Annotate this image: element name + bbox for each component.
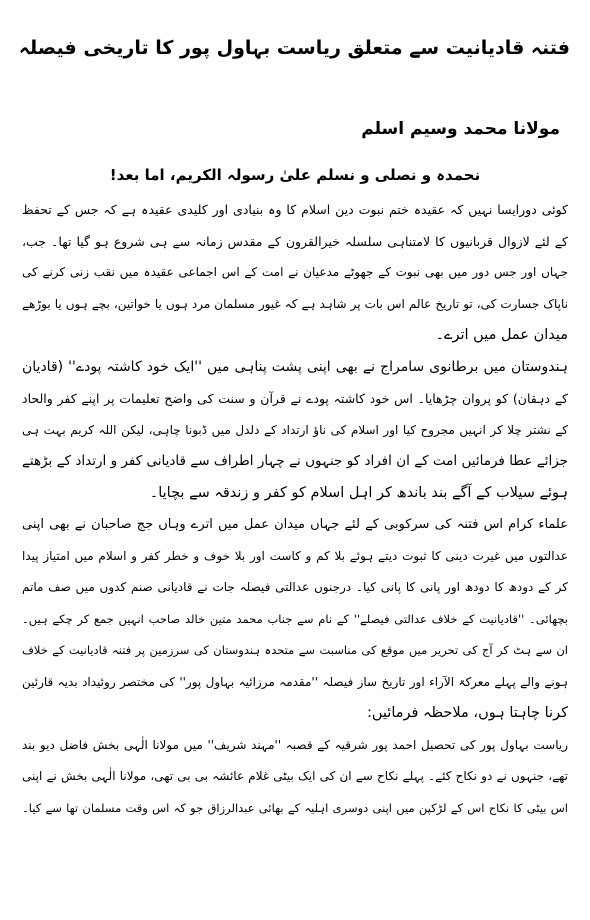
body-line: جہاں اور جس دور میں بھی نبوت کے جھوٹے مدعیان نے امت کے اس اجماعی عقیدہ میں نقب زنی کرنے کی (22, 265, 568, 279)
body-line: علماء کرام اس فتنہ کی سرکوبی کے لئے جہاں میدان عمل میں اترے وہاں جج صاحبان نے بھی اپنی (22, 517, 568, 532)
author-name: مولانا محمد وسیم اسلم (361, 119, 560, 139)
body-line: ہونے والے پہلے معرکۃ الآراء اور تاریخ ساز فیصلہ ''مقدمہ مرزائیہ بہاول پور'' کی مختصر روئیداد بدیہ قارئین (22, 674, 568, 689)
body-line: میدان عمل میں اترے۔ (435, 327, 568, 343)
body-line: ناپاک جسارت کی، تو تاریخ عالم اس بات پر شاہد ہے کہ غیور مسلمان مرد ہوں یا خواتین، بچے ہوں یا بوڑھے (22, 296, 568, 311)
body-line: عدالتوں میں غیرت دینی کا ثبوت دیتے ہوئے بلا کم و کاست اور بلا خوف و خطر کفر و اسلام میں امتیاز پیدا (22, 548, 568, 563)
article-title: فتنہ قادیانیت سے متعلق ریاست بہاول پور کا تاریخی فیصلہ (18, 37, 570, 59)
body-line: بچھائی۔ ''قادیانیت کے خلاف عدالتی فیصلے'' کے نام سے جناب محمد متین خالد صاحب انہیں جمع کر چکے ہیں۔ (22, 611, 568, 626)
body-line: کے لئے لازوال قربانیوں کا لامتناہی سلسلہ خیرالقرون کے مقدس زمانہ سے ہی شروع ہو گیا تھا۔ جب، (22, 233, 568, 249)
body-line: کے نشتر چلا کر انہیں مجروح کیا اور اسلام کی ناؤ ارتداد کے دلدل میں ڈبونا چاہی، لیکن اللہ کریم بہت ہی (22, 422, 568, 437)
body-line: اس بیٹی کا نکاح اس کے لڑکپن میں اپنی دوسری اہلیہ کے بھائی عبدالرزاق جو کہ اس وقت مسلمان تھا سے کیا۔ (22, 800, 568, 815)
article-body (22, 194, 568, 824)
body-line: کر کے دودھ کا دودھ اور پانی کا پانی کیا۔ درجنوں عدالتی فیصلہ جات نے قادیانی صنم کدوں میں صف ماتم (22, 580, 568, 594)
body-line: ہوئے سیلاب کے آگے بند باندھ کر اہل اسلام کو کفر و زندقہ سے بچایا۔ (149, 484, 568, 501)
body-line: ریاست بہاول پور کی تحصیل احمد پور شرقیہ کے قصبہ ''مہند شریف'' میں مولانا الٰہی بخش فاضل دیو بند (22, 737, 568, 752)
body-line: کے دہقان) کو پروان چڑھایا۔ اس خود کاشتہ پودے نے قرآن و سنت کی واضح تعلیمات پر اپنے کفر والحاد (22, 391, 568, 406)
body-line: ہندوستان میں برطانوی سامراج نے بھی اپنی پشت پناہی میں ''ایک خود کاشتہ پودے'' (قادیان (22, 358, 568, 375)
body-line: جزائے عطا فرمائیں امت کے ان افراد کو جنہوں نے چہار اطراف سے قادیانی کفر و ارتداد کے بڑھتے (22, 453, 568, 469)
body-line: کوئی دورایسا نہیں کہ عقیدہ ختم نبوت دین اسلام کا وہ بنیادی اور کلیدی عقیدہ ہے کہ جس کے تحفظ (22, 202, 568, 217)
invocation-line: نحمدہ و نصلی و نسلم علیٰ رسولہ الکریم، اما بعد! (109, 166, 481, 184)
body-line: ان سے ہٹ کر آج کی تحریر میں موقع کی مناسبت سے متحدہ ہندوستان کی سرزمین پر فتنہ قادیانیت کے خلاف (22, 643, 568, 657)
body-line: کرنا چاہتا ہوں، ملاحظہ فرمائیں: (366, 705, 568, 721)
body-line: تھے، جنہوں نے دو نکاح کئے۔ پہلے نکاح سے ان کی ایک بیٹی غلام عائشہ بی بی تھی، مولانا الٰہی بخش نے اپنی (22, 769, 568, 783)
